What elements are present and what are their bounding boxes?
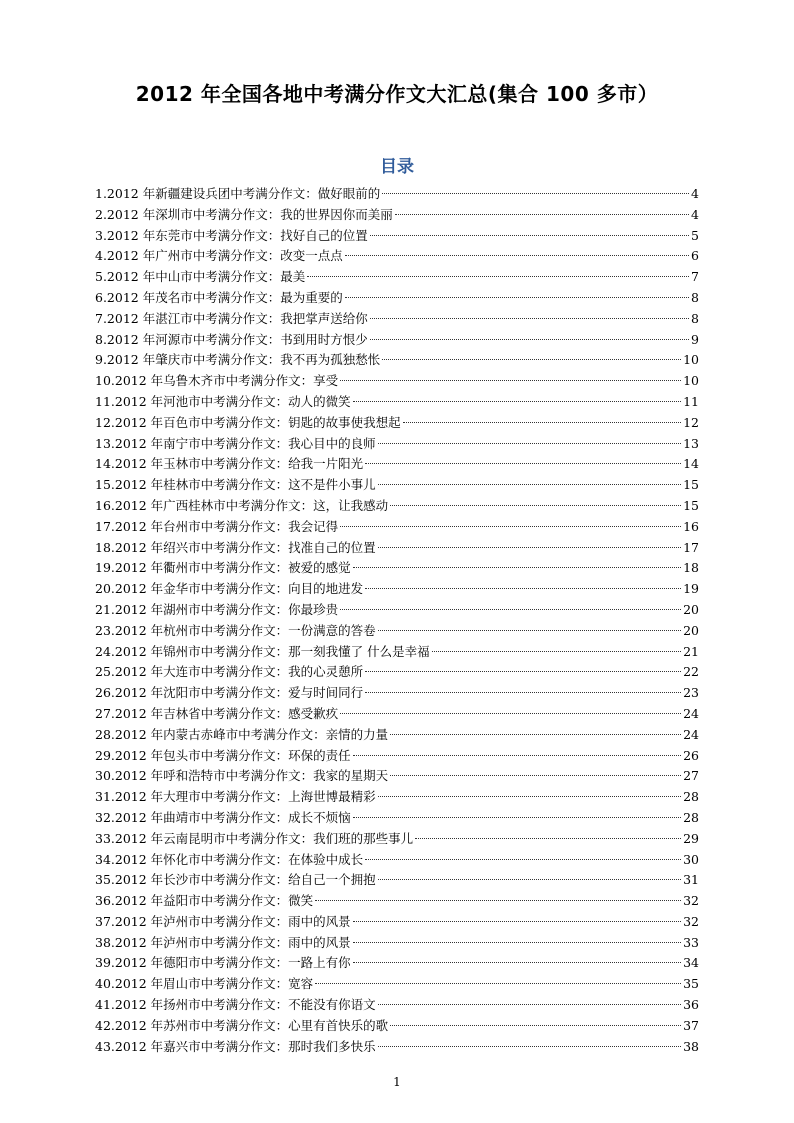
toc-entry-page: 4 [691, 186, 699, 201]
toc-entry-page: 20 [683, 601, 699, 617]
toc-dot-leader [353, 755, 681, 756]
toc-entry-page: 18 [683, 560, 699, 576]
toc-entry[interactable] [95, 184, 699, 205]
toc-entry-page: 6 [691, 248, 699, 264]
toc-entry-page: 26 [683, 747, 699, 763]
toc-dot-leader [378, 443, 681, 444]
toc-dot-leader [378, 796, 681, 797]
toc-entry-page: 15 [683, 497, 699, 513]
toc-dot-leader [365, 859, 681, 860]
toc-entry-title: 1.2012 年新疆建设兵团中考满分作文：做好眼前的 [95, 186, 381, 201]
toc-entry-page: 9 [691, 331, 699, 347]
toc-dot-leader [353, 401, 681, 402]
toc-entry-title: 21.2012 年湖州市中考满分作文：你最珍贵 [95, 601, 339, 617]
toc-entry-title: 41.2012 年扬州市中考满分作文：不能没有你语文 [95, 997, 376, 1013]
toc-entry-title: 4.2012 年广州市中考满分作文：改变一点点 [95, 248, 343, 264]
toc-entry[interactable] [95, 434, 699, 455]
toc-dot-leader [378, 1046, 681, 1047]
toc-entry[interactable] [95, 1037, 699, 1058]
toc-entry[interactable] [95, 725, 699, 746]
toc-entry[interactable] [95, 953, 699, 974]
toc-entry[interactable] [95, 205, 699, 226]
toc-entry-title: 35.2012 年长沙市中考满分作文：给自己一个拥抱 [95, 872, 376, 888]
toc-entry-title: 36.2012 年益阳市中考满分作文：微笑 [95, 893, 314, 909]
toc-dot-leader [378, 630, 681, 631]
toc-entry-title: 12.2012 年百色市中考满分作文：钥匙的故事使我想起 [95, 414, 401, 430]
toc-entry-page: 16 [683, 518, 699, 534]
toc-entry-page: 12 [683, 414, 699, 430]
toc-dot-leader [390, 775, 681, 776]
toc-entry[interactable] [95, 808, 699, 829]
toc-entry-page: 21 [683, 643, 699, 659]
toc-dot-leader [365, 588, 681, 589]
toc-entry-title: 2.2012 年深圳市中考满分作文：我的世界因你而美丽 [95, 206, 393, 222]
toc-entry-page: 28 [683, 789, 699, 805]
toc-dot-leader [365, 463, 681, 464]
toc-dot-leader [395, 214, 689, 215]
toc-entry-page: 10 [683, 373, 699, 389]
toc-entry-page: 4 [691, 206, 699, 222]
toc-entry-title: 14.2012 年玉林市中考满分作文：给我一片阳光 [95, 456, 364, 472]
toc-entry-page: 20 [683, 622, 699, 638]
toc-entry[interactable] [95, 413, 699, 434]
toc-entry[interactable] [95, 912, 699, 933]
toc-entry-page: 38 [683, 1038, 699, 1054]
toc-entry-page: 7 [691, 269, 699, 285]
toc-entry[interactable] [95, 891, 699, 912]
toc-entry-title: 28.2012 年内蒙古赤峰市中考满分作文：亲情的力量 [95, 726, 389, 742]
toc-entry-title: 30.2012 年呼和浩特市中考满分作文：我家的星期天 [95, 768, 389, 784]
toc-entry-page: 13 [683, 435, 699, 451]
toc-dot-leader [390, 505, 681, 506]
toc-entry[interactable] [95, 933, 699, 954]
toc-entry[interactable] [95, 662, 699, 683]
toc-entry-page: 19 [683, 581, 699, 597]
toc-entry-title: 40.2012 年眉山市中考满分作文：宽容 [95, 976, 314, 992]
toc-entry[interactable] [95, 538, 699, 559]
toc-dot-leader [340, 609, 681, 610]
toc-entry-page: 32 [683, 913, 699, 929]
toc-entry-title: 42.2012 年苏州市中考满分作文：心里有首快乐的歌 [95, 1017, 389, 1033]
toc-entry-page: 24 [683, 705, 699, 721]
toc-dot-leader [365, 692, 681, 693]
toc-entry[interactable] [95, 683, 699, 704]
toc-dot-leader [353, 817, 681, 818]
toc-entry-page: 17 [683, 539, 699, 555]
toc-dot-leader [340, 713, 681, 714]
toc-entry[interactable] [95, 558, 699, 579]
toc-dot-leader [403, 422, 681, 423]
toc-dot-leader [378, 547, 681, 548]
toc-entry[interactable] [95, 392, 699, 413]
toc-entry[interactable] [95, 309, 699, 330]
toc-entry[interactable] [95, 870, 699, 891]
toc-dot-leader [370, 318, 689, 319]
toc-entry[interactable] [95, 642, 699, 663]
toc-dot-leader [390, 734, 681, 735]
toc-entry[interactable] [95, 787, 699, 808]
toc-entry-page: 8 [691, 310, 699, 326]
toc-entry[interactable] [95, 226, 699, 247]
toc-entry-page: 15 [683, 477, 699, 493]
toc-entry-title: 43.2012 年嘉兴市中考满分作文：那时我们多快乐 [95, 1038, 376, 1054]
toc-entry-title: 11.2012 年河池市中考满分作文：动人的微笑 [95, 393, 351, 409]
toc-entry-page: 10 [683, 352, 699, 368]
toc-entry-page: 11 [683, 393, 699, 409]
toc-entry-title: 20.2012 年金华市中考满分作文：向目的地进发 [95, 581, 364, 597]
toc-entry-page: 30 [683, 851, 699, 867]
toc-entry-page: 8 [691, 289, 699, 305]
page-number: 1 [393, 1075, 401, 1089]
toc-entry[interactable] [95, 621, 699, 642]
toc-entry[interactable] [95, 974, 699, 995]
toc-entry[interactable] [95, 850, 699, 871]
toc-entry-page: 37 [683, 1017, 699, 1033]
toc-entry[interactable] [95, 766, 699, 787]
toc-entry-title: 16.2012 年广西桂林市中考满分作文：这，让我感动 [95, 497, 389, 513]
toc-dot-leader [365, 671, 681, 672]
toc-entry-title: 3.2012 年东莞市中考满分作文：找好自己的位置 [95, 227, 368, 243]
toc-entry-title: 25.2012 年大连市中考满分作文：我的心灵憩所 [95, 664, 364, 680]
toc-dot-leader [390, 1025, 681, 1026]
toc-dot-leader [378, 1004, 681, 1005]
toc-dot-leader [353, 567, 681, 568]
toc-entry-title: 13.2012 年南宁市中考满分作文：我心目中的良师 [95, 435, 376, 451]
toc-entry-page: 23 [683, 685, 699, 701]
toc-entry-page: 35 [683, 976, 699, 992]
toc-entry[interactable] [95, 475, 699, 496]
toc-dot-leader [415, 838, 681, 839]
toc-entry[interactable] [95, 246, 699, 267]
toc-entry[interactable] [95, 517, 699, 538]
toc-entry-title: 9.2012 年肇庆市中考满分作文：我不再为孤独愁怅 [95, 352, 381, 368]
toc-heading: 目录 [380, 157, 414, 177]
toc-entry-title: 33.2012 年云南昆明市中考满分作文：我们班的那些事儿 [95, 830, 414, 846]
toc-entry-title: 26.2012 年沈阳市中考满分作文：爱与时间同行 [95, 685, 364, 701]
toc-entry-title: 38.2012 年泸州市中考满分作文：雨中的风景 [95, 934, 351, 950]
toc-dot-leader [382, 359, 681, 360]
toc-entry-title: 7.2012 年湛江市中考满分作文：我把掌声送给你 [95, 310, 368, 326]
toc-dot-leader [340, 526, 681, 527]
toc-entry-page: 29 [683, 830, 699, 846]
toc-dot-leader [345, 255, 689, 256]
toc-entry[interactable] [95, 704, 699, 725]
toc-entry-title: 8.2012 年河源市中考满分作文：书到用时方恨少 [95, 331, 368, 347]
toc-entry-page: 31 [683, 872, 699, 888]
toc-entry[interactable] [95, 746, 699, 767]
toc-dot-leader [353, 942, 681, 943]
table-of-contents [95, 184, 699, 1057]
toc-entry-title: 5.2012 年中山市中考满分作文：最美 [95, 269, 306, 285]
toc-entry[interactable] [95, 288, 699, 309]
toc-dot-leader [432, 651, 681, 652]
toc-dot-leader [382, 193, 689, 194]
toc-entry-title: 31.2012 年大理市中考满分作文：上海世博最精彩 [95, 789, 376, 805]
toc-entry-title: 17.2012 年台州市中考满分作文：我会记得 [95, 518, 339, 534]
toc-entry-page: 36 [683, 997, 699, 1013]
toc-entry-page: 33 [683, 934, 699, 950]
toc-entry-title: 15.2012 年桂林市中考满分作文：这不是件小事儿 [95, 477, 376, 493]
toc-entry-title: 34.2012 年怀化市中考满分作文：在体验中成长 [95, 851, 364, 867]
toc-entry[interactable] [95, 371, 699, 392]
toc-dot-leader [370, 339, 689, 340]
toc-entry-page: 28 [683, 809, 699, 825]
toc-entry-page: 34 [683, 955, 699, 971]
toc-entry[interactable] [95, 496, 699, 517]
toc-entry[interactable] [95, 995, 699, 1016]
toc-entry-title: 10.2012 年乌鲁木齐市中考满分作文：享受 [95, 373, 339, 389]
toc-entry-page: 5 [691, 227, 699, 243]
toc-entry-page: 14 [683, 456, 699, 472]
toc-entry-title: 23.2012 年杭州市中考满分作文：一份满意的答卷 [95, 622, 376, 638]
toc-entry-title: 18.2012 年绍兴市中考满分作文：找准自己的位置 [95, 539, 376, 555]
toc-entry[interactable] [95, 330, 699, 351]
toc-entry-title: 32.2012 年曲靖市中考满分作文：成长不烦恼 [95, 809, 351, 825]
toc-entry[interactable] [95, 454, 699, 475]
toc-dot-leader [378, 484, 681, 485]
toc-entry-title: 27.2012 年吉林省中考满分作文：感受歉疚 [95, 705, 339, 721]
toc-dot-leader [378, 879, 681, 880]
toc-entry-page: 24 [683, 726, 699, 742]
toc-entry[interactable] [95, 1016, 699, 1037]
toc-entry-title: 37.2012 年泸州市中考满分作文：雨中的风景 [95, 913, 351, 929]
toc-entry-page: 32 [683, 893, 699, 909]
toc-dot-leader [353, 921, 681, 922]
toc-dot-leader [315, 983, 681, 984]
toc-dot-leader [340, 380, 681, 381]
toc-dot-leader [315, 900, 681, 901]
toc-entry[interactable] [95, 829, 699, 850]
toc-entry[interactable] [95, 350, 699, 371]
document-title: 2012 年全国各地中考满分作文大汇总(集合 100 多市） [135, 82, 659, 106]
toc-entry-title: 6.2012 年茂名市中考满分作文：最为重要的 [95, 289, 343, 305]
toc-entry-page: 27 [683, 768, 699, 784]
toc-dot-leader [307, 276, 689, 277]
toc-entry-page: 22 [683, 664, 699, 680]
toc-entry-title: 29.2012 年包头市中考满分作文：环保的责任 [95, 747, 351, 763]
toc-entry[interactable] [95, 579, 699, 600]
toc-entry-title: 24.2012 年锦州市中考满分作文：那一刻我懂了 什么是幸福 [95, 643, 430, 659]
toc-dot-leader [353, 962, 681, 963]
toc-entry-title: 39.2012 年德阳市中考满分作文：一路上有你 [95, 955, 351, 971]
toc-entry[interactable] [95, 600, 699, 621]
toc-entry-title: 19.2012 年衢州市中考满分作文：被爱的感觉 [95, 560, 351, 576]
toc-entry[interactable] [95, 267, 699, 288]
toc-dot-leader [370, 235, 689, 236]
toc-dot-leader [345, 297, 689, 298]
